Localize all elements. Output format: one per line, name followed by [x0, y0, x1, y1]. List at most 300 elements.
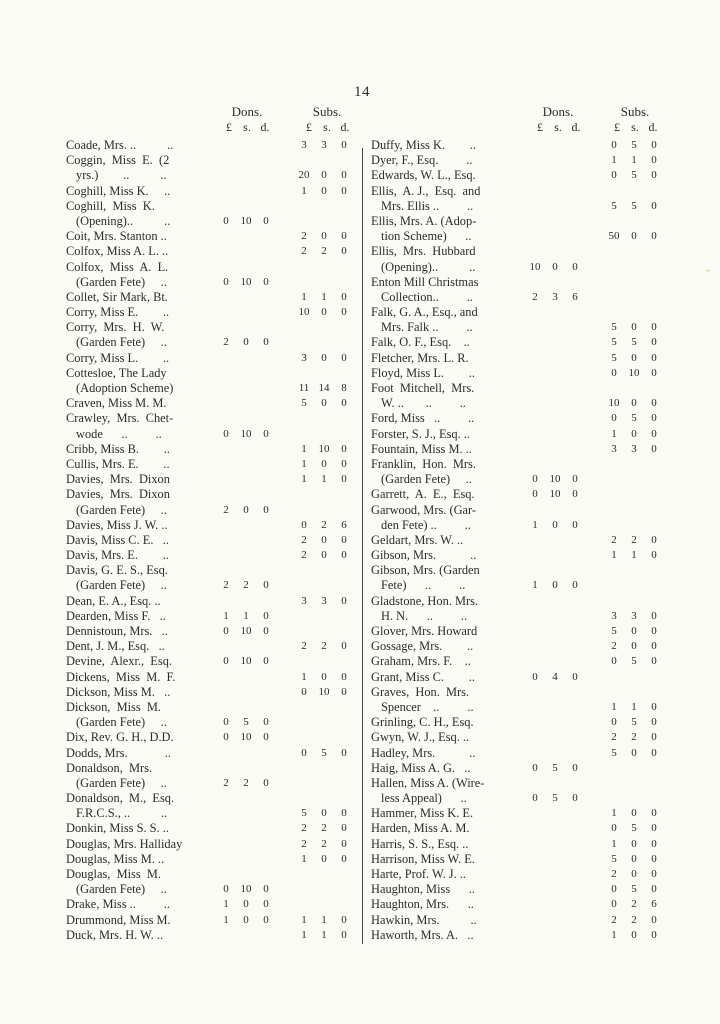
- pence-value: 0: [651, 625, 657, 637]
- contributor-name: Coggin, Miss E. (2: [66, 153, 170, 168]
- contributor-name: (Garden Fete) ..: [76, 578, 167, 593]
- pence-value: 0: [651, 397, 657, 410]
- pounds-value: 0: [223, 214, 229, 227]
- pounds-value: 20: [298, 169, 310, 182]
- pence-value: 0: [341, 306, 347, 319]
- entry-row: [66, 928, 358, 943]
- pounds-value: 0: [301, 518, 307, 531]
- pounds-value: 5: [611, 625, 617, 637]
- pence-value: 0: [651, 533, 657, 546]
- entry-list: [66, 138, 358, 943]
- shillings-value: 2: [321, 640, 327, 653]
- shillings-value: 5: [631, 883, 637, 896]
- pence-value: 0: [651, 731, 657, 744]
- contributor-name: tion Scheme) ..: [381, 229, 472, 244]
- column-header: [66, 104, 358, 138]
- pounds-value: 3: [301, 351, 307, 364]
- entry-row: [371, 700, 675, 715]
- pence-value: 0: [651, 913, 657, 926]
- pounds-value: 0: [611, 139, 617, 151]
- shillings-value: 2: [631, 898, 637, 911]
- pounds-value: 1: [611, 837, 617, 850]
- pence-value: 0: [651, 321, 657, 334]
- shillings-value: 0: [321, 533, 327, 546]
- pence-value: 0: [651, 154, 657, 167]
- entry-row: [66, 685, 358, 700]
- shillings-value: 1: [321, 913, 327, 926]
- pounds-value: 2: [301, 230, 307, 243]
- pounds-value: 2: [611, 533, 617, 546]
- entry-row: [66, 153, 358, 168]
- contributor-name: Davies, Mrs. Dixon: [66, 487, 170, 502]
- entry-row: [371, 427, 675, 442]
- shillings-value: 3: [631, 609, 637, 622]
- contributor-name: Ellis, A. J., Esq. and: [371, 183, 481, 198]
- dons-header: [527, 104, 589, 135]
- pounds-value: 1: [301, 473, 307, 486]
- pounds-value: 2: [301, 640, 307, 653]
- shillings-value: 2: [321, 837, 327, 850]
- pence-value: 0: [341, 685, 347, 698]
- pounds-value: 1: [611, 154, 617, 167]
- contributor-name: Davies, Mrs. Dixon: [66, 472, 170, 487]
- pounds-value: 0: [532, 761, 538, 774]
- pence-value: 0: [341, 746, 347, 759]
- pence-value: 0: [651, 230, 657, 243]
- contributor-name: Garrett, A. E., Esq.: [371, 487, 475, 502]
- entry-row: [66, 411, 358, 426]
- pence-value: 0: [341, 397, 347, 410]
- contributor-name: Dent, J. M., Esq. ..: [66, 639, 165, 654]
- entry-row: [371, 609, 675, 624]
- pence-value: 0: [341, 822, 347, 835]
- shillings-value: 14: [318, 382, 330, 394]
- entry-row: [66, 260, 358, 275]
- pence-value: 0: [572, 473, 578, 486]
- pence-value: 0: [341, 184, 347, 197]
- shillings-value: 4: [552, 670, 558, 683]
- entry-row: [371, 639, 675, 654]
- pounds-value: 0: [611, 655, 617, 668]
- entry-row: [66, 244, 358, 259]
- pence-value: 0: [263, 776, 269, 789]
- contributor-name: (Garden Fete) ..: [76, 335, 167, 350]
- pounds-value: 1: [611, 549, 617, 562]
- pence-value: 0: [341, 928, 347, 941]
- shillings-value: 2: [243, 579, 249, 592]
- pence-value: 0: [651, 549, 657, 562]
- pence-value: 0: [263, 655, 269, 668]
- pounds-value: 0: [532, 670, 538, 683]
- contributor-name: Falk, G. A., Esq., and: [371, 305, 478, 320]
- contributor-name: Gibson, Mrs. (Garden: [371, 563, 480, 578]
- pounds-value: 5: [301, 397, 307, 410]
- pounds-value: 0: [611, 883, 617, 896]
- pence-value: 0: [263, 609, 269, 622]
- shillings-value: 0: [631, 746, 637, 759]
- pence-value: 0: [341, 640, 347, 653]
- entry-row: [66, 563, 358, 578]
- entry-row: [66, 761, 358, 776]
- entry-row: [371, 776, 675, 791]
- pence-value: 0: [341, 442, 347, 455]
- contributor-name: Donaldson, M., Esq.: [66, 791, 175, 806]
- page-blemish: ”: [706, 268, 710, 278]
- contributor-name: Gwyn, W. J., Esq. ..: [371, 730, 470, 745]
- pence-value: 0: [341, 245, 347, 258]
- contributor-name: yrs.) .. ..: [76, 168, 167, 183]
- pence-value: 0: [651, 700, 657, 713]
- dons-label: Dons.: [542, 104, 574, 119]
- contributor-name: Donkin, Miss S. S. ..: [66, 821, 169, 836]
- pence-value: 0: [263, 883, 269, 896]
- entry-row: [66, 427, 358, 442]
- contributor-name: Coit, Mrs. Stanton ..: [66, 229, 167, 244]
- entry-row: [371, 533, 675, 548]
- contributor-name: (Adoption Scheme): [76, 381, 174, 395]
- pounds-value: 3: [301, 594, 307, 607]
- pounds-value: 2: [611, 731, 617, 744]
- entry-row: [66, 882, 358, 897]
- pounds-value: 1: [301, 457, 307, 470]
- contributor-name: (Opening).. ..: [381, 259, 476, 274]
- shillings-value: 2: [321, 822, 327, 835]
- entry-row: [66, 730, 358, 745]
- contributor-name: Fountain, Miss M. ..: [371, 441, 472, 456]
- contributor-name: Drummond, Miss M.: [66, 912, 171, 927]
- pence-value: 0: [651, 883, 657, 896]
- contributor-name: Harrison, Miss W. E.: [371, 851, 475, 866]
- entry-row: [371, 654, 675, 669]
- entry-row: [66, 184, 358, 199]
- pounds-value: 3: [611, 609, 617, 622]
- subs-header: [604, 104, 666, 135]
- contributor-name: Graves, Hon. Mrs.: [371, 684, 470, 699]
- pence-unit: d.: [648, 120, 658, 134]
- entry-row: [371, 867, 675, 882]
- shillings-value: 0: [321, 351, 327, 364]
- pence-value: 0: [572, 792, 578, 805]
- shillings-value: 0: [321, 549, 327, 562]
- pounds-value: 0: [301, 746, 307, 759]
- entry-row: [66, 806, 358, 821]
- pence-value: 0: [341, 169, 347, 182]
- contributor-name: Davis, Mrs. E. ..: [66, 548, 169, 563]
- pounds-value: 1: [301, 852, 307, 865]
- shillings-value: 0: [631, 807, 637, 820]
- contributor-name: den Fete) .. ..: [381, 517, 471, 532]
- pence-value: 0: [263, 731, 269, 744]
- pence-value: 0: [263, 336, 269, 349]
- pence-value: 0: [341, 351, 347, 364]
- shillings-value: 2: [631, 913, 637, 926]
- shillings-value: 10: [240, 214, 252, 227]
- pounds-value: 2: [611, 868, 617, 880]
- shillings-value: 3: [321, 594, 327, 607]
- shillings-value: 0: [631, 868, 637, 880]
- dons-header: [216, 104, 278, 135]
- contributor-name: Gladstone, Hon. Mrs.: [371, 593, 479, 608]
- shillings-value: 5: [631, 169, 637, 182]
- contributor-name: Colfox, Miss A. L.: [66, 259, 169, 274]
- contributor-name: Coghill, Miss K. ..: [66, 183, 171, 198]
- contributor-name: Collet, Sir Mark, Bt.: [66, 289, 168, 304]
- entry-row: [66, 776, 358, 791]
- contributor-name: Gossage, Mrs. ..: [371, 639, 474, 654]
- contributor-name: Colfox, Miss A. L. ..: [66, 244, 169, 259]
- contributor-name: Donaldson, Mrs.: [66, 760, 153, 775]
- pound-unit: £: [226, 120, 232, 134]
- entry-row: [66, 335, 358, 350]
- entry-row: [371, 761, 675, 776]
- pence-value: 0: [263, 898, 269, 911]
- shillings-value: 2: [631, 533, 637, 546]
- shillings-value: 1: [321, 928, 327, 941]
- pounds-value: 2: [301, 549, 307, 562]
- shillings-value: 10: [318, 685, 330, 698]
- pounds-value: 1: [611, 928, 617, 941]
- entry-row: [66, 578, 358, 593]
- entry-row: [66, 913, 358, 928]
- entry-row: [371, 472, 675, 487]
- entry-row: [371, 913, 675, 928]
- pence-value: 0: [572, 260, 578, 273]
- pounds-value: 1: [301, 928, 307, 941]
- pound-unit: £: [614, 120, 620, 134]
- pounds-value: 0: [223, 427, 229, 440]
- contributor-name: (Garden Fete) ..: [76, 502, 167, 517]
- entry-row: [66, 791, 358, 806]
- shillings-value: 5: [631, 336, 637, 349]
- pence-value: 0: [263, 716, 269, 729]
- contributor-name: Dearden, Miss F. ..: [66, 608, 166, 623]
- pence-value: 0: [651, 655, 657, 668]
- entry-row: [371, 624, 675, 639]
- entry-row: [66, 867, 358, 882]
- entry-row: [371, 411, 675, 426]
- entry-row: [371, 897, 675, 912]
- pence-value: 0: [341, 290, 347, 303]
- contributor-name: Douglas, Mrs. Halliday: [66, 836, 183, 851]
- shillings-value: 0: [631, 427, 637, 440]
- contributor-name: Douglas, Miss M. ..: [66, 851, 165, 866]
- pence-value: 0: [341, 533, 347, 546]
- pounds-value: 0: [223, 883, 229, 896]
- entry-row: [66, 457, 358, 472]
- contributor-name: (Garden Fete) ..: [76, 882, 167, 897]
- shillings-value: 5: [631, 412, 637, 425]
- contributor-name: Grinling, C. H., Esq.: [371, 715, 474, 730]
- shillings-value: 10: [549, 473, 561, 486]
- shillings-value: 1: [631, 549, 637, 562]
- pence-value: 0: [651, 822, 657, 835]
- entry-row: [66, 214, 358, 229]
- pound-unit: £: [537, 120, 543, 134]
- contributor-name: Dennistoun, Mrs. ..: [66, 624, 168, 638]
- pence-value: 0: [341, 913, 347, 926]
- pence-unit: d.: [260, 120, 270, 134]
- entry-row: [66, 533, 358, 548]
- pence-value: 0: [651, 852, 657, 865]
- entry-row: [66, 594, 358, 609]
- contributor-name: Harris, S. S., Esq. ..: [371, 836, 469, 851]
- entry-row: [371, 518, 675, 533]
- pounds-value: 3: [611, 442, 617, 455]
- contributor-name: Drake, Miss .. ..: [66, 897, 170, 912]
- shillings-value: 5: [631, 822, 637, 835]
- pounds-value: 0: [611, 412, 617, 425]
- entry-row: [66, 715, 358, 730]
- shilling-unit: s.: [554, 120, 562, 134]
- pounds-value: 10: [298, 306, 310, 319]
- contributor-name: (Opening).. ..: [76, 213, 171, 228]
- entry-row: [371, 320, 675, 335]
- pounds-value: 2: [532, 290, 538, 303]
- shillings-value: 0: [631, 397, 637, 410]
- entry-row: [371, 730, 675, 745]
- entry-row: [66, 366, 358, 381]
- pence-unit: d.: [571, 120, 581, 134]
- pence-value: 0: [341, 230, 347, 243]
- pounds-value: 2: [301, 245, 307, 258]
- pounds-value: 1: [223, 609, 229, 622]
- column-header: [371, 104, 675, 138]
- entry-row: [371, 882, 675, 897]
- entry-row: [371, 563, 675, 578]
- contributor-name: (Garden Fete) ..: [381, 472, 472, 487]
- contributor-name: Enton Mill Christmas: [371, 274, 479, 289]
- shillings-value: 5: [631, 139, 637, 151]
- contributor-name: Spencer .. ..: [381, 699, 474, 714]
- pounds-value: 1: [611, 427, 617, 440]
- shillings-value: 0: [321, 807, 327, 820]
- contributor-name: Craven, Miss M. M.: [66, 396, 167, 411]
- contributor-name: Dickson, Miss M. ..: [66, 684, 171, 699]
- pence-value: 6: [572, 290, 578, 303]
- pence-value: 0: [651, 868, 657, 880]
- shillings-value: 0: [631, 230, 637, 243]
- contributor-name: Dyer, F., Esq. ..: [371, 153, 473, 168]
- entry-row: [371, 381, 675, 396]
- contributor-name: F.R.C.S., .. ..: [76, 806, 168, 821]
- entry-row: [66, 290, 358, 305]
- shillings-value: 10: [240, 625, 252, 637]
- entry-row: [371, 457, 675, 472]
- pounds-value: 5: [611, 336, 617, 349]
- contributor-name: Duck, Mrs. H. W. ..: [66, 927, 164, 942]
- entry-row: [66, 168, 358, 183]
- pence-value: 0: [651, 837, 657, 850]
- shillings-value: 0: [631, 351, 637, 364]
- pounds-value: 0: [223, 655, 229, 668]
- pounds-value: 11: [298, 382, 310, 394]
- entry-row: [66, 518, 358, 533]
- column-divider: [362, 148, 363, 944]
- contributor-name: Crawley, Mrs. Chet-: [66, 411, 174, 426]
- shillings-value: 2: [243, 776, 249, 789]
- pence-value: 0: [651, 716, 657, 729]
- shillings-value: 0: [321, 457, 327, 470]
- shillings-value: 0: [321, 852, 327, 865]
- pounds-value: 5: [301, 807, 307, 820]
- entry-row: [66, 503, 358, 518]
- entry-row: [371, 275, 675, 290]
- pounds-value: 50: [608, 230, 620, 243]
- shilling-unit: s.: [631, 120, 639, 134]
- entry-row: [66, 746, 358, 761]
- right-column: [371, 104, 675, 943]
- entry-row: [371, 168, 675, 183]
- shillings-value: 0: [321, 230, 327, 243]
- pounds-value: 0: [611, 898, 617, 911]
- contributor-name: (Garden Fete) ..: [76, 775, 167, 790]
- contributor-name: H. N. .. ..: [381, 608, 468, 623]
- pence-value: 0: [263, 503, 269, 516]
- contributor-name: W. .. .. ..: [381, 396, 466, 411]
- shilling-unit: s.: [323, 120, 331, 134]
- pounds-value: 2: [301, 533, 307, 546]
- pounds-value: 0: [223, 625, 229, 637]
- entry-row: [371, 366, 675, 381]
- contributor-name: Corry, Mrs. H. W.: [66, 320, 165, 335]
- shillings-value: 3: [552, 290, 558, 303]
- contributor-name: Gibson, Mrs. ..: [371, 548, 477, 563]
- contributor-name: Graham, Mrs. F. ..: [371, 654, 471, 669]
- entry-row: [66, 396, 358, 411]
- pence-value: 6: [341, 518, 347, 531]
- shillings-value: 10: [240, 655, 252, 668]
- shillings-value: 5: [631, 655, 637, 668]
- shillings-value: 0: [631, 640, 637, 653]
- pence-value: 0: [572, 670, 578, 683]
- entry-row: [66, 609, 358, 624]
- shillings-value: 10: [240, 731, 252, 744]
- entry-row: [371, 442, 675, 457]
- pence-value: 0: [341, 457, 347, 470]
- pounds-value: 1: [301, 913, 307, 926]
- shillings-value: 0: [321, 169, 327, 182]
- pounds-value: 5: [611, 199, 617, 212]
- pounds-value: 0: [611, 822, 617, 835]
- pounds-value: 1: [611, 807, 617, 820]
- contributor-name: Ford, Miss .. ..: [371, 411, 475, 426]
- pounds-value: 1: [223, 898, 229, 911]
- pounds-value: 1: [223, 913, 229, 926]
- pence-value: 0: [341, 549, 347, 562]
- pounds-value: 10: [608, 397, 620, 410]
- contributor-name: Dix, Rev. G. H., D.D.: [66, 730, 174, 745]
- entry-row: [371, 184, 675, 199]
- shillings-value: 1: [321, 290, 327, 303]
- contributor-name: Douglas, Miss M.: [66, 867, 162, 881]
- pence-value: 0: [651, 336, 657, 349]
- pence-unit: d.: [340, 120, 350, 134]
- pounds-value: 1: [301, 184, 307, 197]
- pounds-value: 1: [532, 579, 538, 592]
- shillings-value: 1: [631, 154, 637, 167]
- contributor-name: Mrs. Ellis .. ..: [381, 198, 474, 213]
- contributor-name: Grant, Miss C. ..: [371, 669, 475, 684]
- entry-row: [371, 487, 675, 502]
- entry-row: [371, 594, 675, 609]
- pounds-value: 0: [223, 716, 229, 729]
- pounds-value: 5: [611, 852, 617, 865]
- contributor-name: Harte, Prof. W. J. ..: [371, 867, 466, 881]
- pence-value: 0: [341, 670, 347, 683]
- pence-value: 0: [572, 518, 578, 531]
- contributor-name: Hammer, Miss K. E.: [371, 806, 474, 821]
- shillings-value: 2: [631, 731, 637, 744]
